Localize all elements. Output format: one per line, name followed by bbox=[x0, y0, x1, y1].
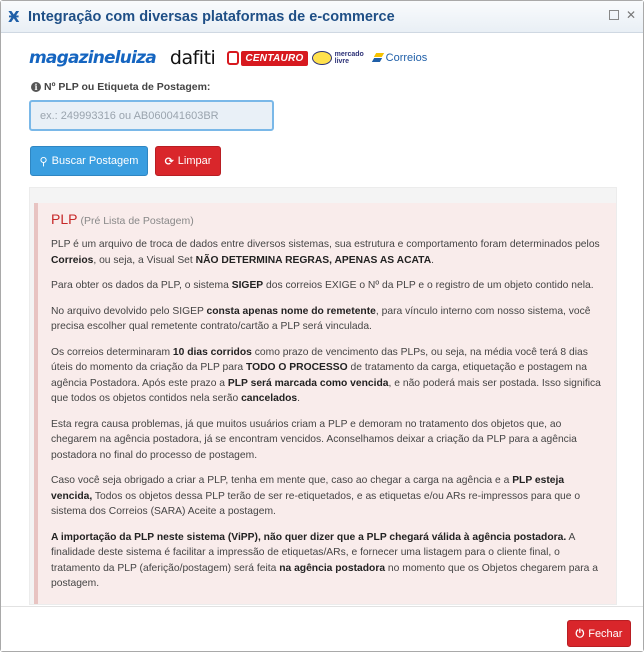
info-icon: i bbox=[31, 82, 41, 92]
close-button-label: Fechar bbox=[588, 627, 623, 640]
magazineluiza-logo: magazineluiza bbox=[29, 48, 156, 68]
panel-subtitle: (Pré Lista de Postagem) bbox=[80, 215, 194, 227]
paragraph-1: PLP é um arquivo de troca de dados entre diversos sistemas, sua estrutura e comportamento foram determinados pelos Correios, ou seja, a Visual Set NÃO DETERMINA REGRAS, APENAS AS ACATA. bbox=[51, 239, 600, 266]
paragraph-4: Os correios determinaram 10 dias corridos como prazo de vencimento das PLPs, ou seja, na média você terá 8 dias úteis do momento da criação da PLP para TODO O PROCESSO de tratamento da carga, etiquetação e postagem na agência Postadora. Após este prazo a PLP será marcada como vencida, e não poderá mais ser postada. Isso significa que todos os objetos contidos nela serão cancelados. bbox=[51, 346, 601, 404]
plp-field-label-text: Nº PLP ou Etiqueta de Postagem: bbox=[44, 81, 211, 93]
mercadolivre-logo bbox=[312, 51, 369, 65]
clear-button[interactable] bbox=[155, 146, 221, 176]
window-controls bbox=[609, 9, 637, 21]
paragraph-3: No arquivo devolvido pelo SIGEP consta apenas nome do remetente, para vínculo interno com nosso sistema, você precisa escolher qual remetente contrato/cartão a PLP será vinculada. bbox=[51, 305, 591, 332]
centauro-logo-text: CENTAURO bbox=[241, 51, 307, 66]
close-icon[interactable]: ✕ bbox=[625, 8, 637, 22]
info-scroll-area[interactable] bbox=[29, 187, 617, 605]
plp-search-input[interactable] bbox=[29, 100, 274, 131]
centauro-mark-icon bbox=[227, 51, 239, 65]
handshake-icon bbox=[312, 51, 332, 65]
paragraph-5: Esta regra causa problemas, já que muitos usuários criam a PLP e demoram no tratamento dos objetos que, ao chegarem na agência postadora, já se encontram vencidos. Aconselhamos deixar a criação da PLP para a agência postadora no final do processo de postagem. bbox=[51, 418, 577, 461]
paragraph-7: A importação da PLP neste sistema (ViPP), não quer dizer que a PLP chegará válida à agência postadora. A finalidade deste sistema é facilitar a impressão de etiquetas/ARs, e fornecer uma listagem para o cliente final, o tratamento da PLP (aferição/postagem) será feita na agência postadora no momento que os Objetos chegarem para a postagem. bbox=[51, 531, 598, 589]
maximize-icon[interactable] bbox=[609, 10, 619, 20]
refresh-icon: ⟳ bbox=[164, 154, 174, 168]
search-icon: ⚲ bbox=[39, 154, 48, 168]
x-logo-icon: Ӿ bbox=[8, 7, 20, 26]
centauro-logo bbox=[227, 51, 307, 66]
plp-field-label bbox=[31, 81, 210, 93]
correios-logo bbox=[373, 52, 428, 64]
search-button-label: Buscar Postagem bbox=[51, 155, 139, 167]
dafiti-logo: dafiti bbox=[169, 47, 216, 69]
paragraph-2: Para obter os dados da PLP, o sistema SIGEP dos correios EXIGE o Nº da PLP e o registro de um objeto contido nela. bbox=[51, 280, 594, 291]
mercadolivre-logo-text: mercado livre bbox=[334, 51, 364, 65]
close-button[interactable] bbox=[567, 620, 631, 647]
paragraph-6: Caso você seja obrigado a criar a PLP, tenha em mente que, caso ao chegar a carga na agência e a PLP esteja vencida, Todos os objetos dessa PLP terão de ser re-etiquetados, e as etiquetas e/ou ARs re-impressos para que o sistema dos Correios (SARA) Aceite a postagem. bbox=[51, 475, 581, 517]
panel-title: PLP (Pré Lista de Postagem) bbox=[51, 211, 194, 227]
correios-mark-icon bbox=[373, 53, 385, 63]
platform-logos bbox=[29, 46, 427, 70]
clear-button-label: Limpar bbox=[177, 155, 212, 167]
search-button[interactable] bbox=[30, 146, 148, 176]
correios-logo-text: Correios bbox=[385, 52, 428, 64]
window-title: Integração com diversas plataformas de e-commerce bbox=[28, 8, 395, 25]
title-bar bbox=[1, 1, 643, 33]
dialog-footer bbox=[1, 606, 643, 651]
plp-info-panel bbox=[34, 203, 617, 605]
power-icon: ⏻ bbox=[575, 626, 585, 640]
